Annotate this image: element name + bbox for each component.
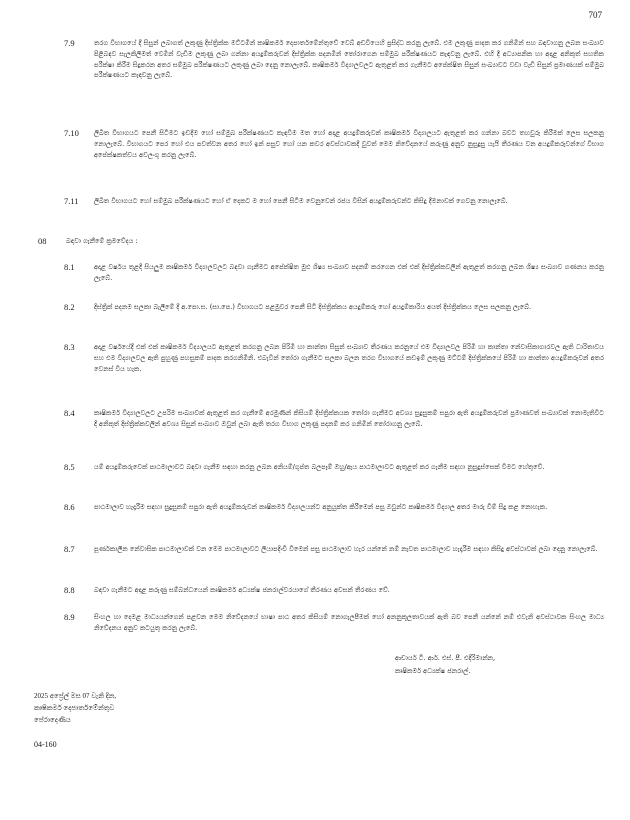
clause-8-1 [64, 262, 604, 284]
page-number: 707 [588, 10, 602, 20]
clause-text: තරග විභාගයේ දී සිසුන් ලබාගත් ලකුණු දිස්ත්‍රික්ක මට්ටමින් කෘෂිකර්ම දෙපාර්තමේන්තුවේ වෙබ් අඩවියෙහි ප්‍රසිද්ධ කරනු ලැබේ. එම ලකුණු පාදක කර ගනිමින් සහ බඳවාගනු ලබන සංඛ්‍යාව පිළිබඳව සැලකිලිමත් වෙමින් වැඩිම ලකුණු ලබා ගන්නා අයදුම්කරුවන් දිස්ත්‍රික්ක පදනමින් තෝරාගෙන සම්මුඛ පරීක්ෂණයට කැඳවනු ලැබේ. එහි දී අධ්‍යාපනික හා අදාළ අනිකුත් සහතික පරීක්ෂා කිරීම සිදුකරන අතර සම්මුඛ පරීක්ෂණයට ලකුණු ලබා දෙනු නොලැබේ. කෘෂිකර්ම විද්‍යාලවලට ඇතුළත් කර ගැනීමට අපේක්ෂිත සිසුන් සංඛ්‍යාවට වඩා වැඩි සිසුන් ප්‍රමාණයක් සම්මුඛ පරීක්ෂණයට කැඳවනු ලැබේ. [94, 39, 604, 80]
section-number: 08 [38, 236, 47, 246]
clause-8-8 [64, 585, 604, 596]
clause-number: 7.11 [64, 196, 79, 206]
clause-8-4 [64, 408, 604, 430]
clause-8-5 [64, 462, 604, 473]
clause-number: 7.10 [64, 128, 79, 138]
clause-7-10 [64, 128, 604, 160]
clause-text: සිංහල හා දෙමළ මාධ්‍යයන්ගෙන් පළවන මෙම නිවේදනයේ භාෂා පාඨ අතර කිසියම් නොගැලපීමක් හෝ අනනුකූලතාවයක් ඇති බව පෙනී යන්නේ නම් එවැනි අවස්ථාවක සිංහල මාධ්‍ය නිවේදනය අනුව කටයුතු කරනු ලැබේ. [94, 613, 604, 632]
clause-number: 8.3 [64, 342, 75, 352]
clause-text: දිස්ත්‍රික් පදනම සලකා බැලීමේ දී අ.පො.ස. (සා.පෙ.) විභාගයට පළමුවර පෙනී සිටි දිස්ත්‍රික්කය අයදුම්කරු හෝ අයදුම්කාරිය අයත් දිස්ත්‍රික්කය ලෙස සලකනු ලැබේ. [94, 303, 532, 311]
signature-block [395, 652, 495, 678]
footer-date: 2025 අප්‍රේල් මස 07 වැනි දින, [34, 692, 117, 700]
clause-number: 8.8 [64, 585, 75, 595]
clause-7-11 [64, 196, 604, 207]
clause-number: 8.7 [64, 544, 75, 554]
section-08-heading [38, 236, 598, 247]
clause-text: යම් අයදුම්කරුවෙක් පාඨමාලාවට බඳවා ගැනීම සඳහා කරනු ලබන අනියම්/ගුප්ත බලපෑම් ඔහු/ඇය පාඨමාලාවට ඇතුළත් කර ගැනීම සඳහා නුසුදුස්සෙක් වීමට හේතුවේ. [94, 463, 545, 471]
footer-place: පේරාදෙණිය [34, 716, 71, 724]
footer-block [34, 690, 116, 726]
clause-text: කෘෂිකර්ම විද්‍යාලවලට උපරිම සංඛ්‍යාවක් ඇතුළත් කර ගැනීමේ අරමුණින් කිසියම් දිස්ත්‍රික්කයක තෝරා ගැනීමට අවශ්‍ය සුදුසුකම් සපුරා ඇති අයදුම්කරුවන් ප්‍රමාණවත් සංඛ්‍යාවක් නොමැතිවිට දී අනිකුත් දිස්ත්‍රික්කවලින් අවශ්‍ය සිසුන් සංඛ්‍යාව ඔවුන් ලබා ඇති තරග විභාග ලකුණු පදනම් කර ගනිමින් තෝරාගනු ලැබේ. [94, 409, 604, 428]
clause-8-7 [64, 544, 604, 555]
clause-text: බඳවා ගැනීමට අදාළ කරුණු සම්බන්ධයෙන් කෘෂිකර්ම අධ්‍යක්ෂ ජනරාල්වරයාගේ තීරණය අවසන් තීරණය වේ. [94, 586, 390, 594]
signatory-title: කෘෂිකර්ම අධ්‍යක්ෂ ජනරාල්. [395, 667, 471, 675]
clause-number: 8.6 [64, 502, 75, 512]
signatory-name: ආචාර්ය ටී. ආර්. එස්. පී. එදිරිමාන්න, [395, 654, 496, 662]
clause-8-2 [64, 302, 604, 313]
clause-number: 8.5 [64, 462, 75, 472]
footer-office: කෘෂිකර්ම දෙපාර්තමේන්තුව [34, 704, 115, 712]
clause-number: 8.1 [64, 262, 75, 272]
clause-8-6 [64, 502, 604, 513]
clause-text: පූර්ණකාලීන නේවාසික පාඨමාලාවක් වන මෙම පාඨමාලාවට ලියාපදිංචි වීමෙන් පසු පාඨමාලාව හැර යන්නේ නම් නැවත පාඨමාලාව හැදෑරීම සඳහා කිසිදු අවස්ථාවක් ලබා දෙනු නොලැබේ. [94, 545, 598, 553]
clause-text: අදාළ වර්ෂය තුළදී සියලුම කෘෂිකර්ම විද්‍යාලවලට බඳවා ගැනීමට අපේක්ෂිත මුළු ශිෂ්‍ය සංඛ්‍යාව පදනම් කරගෙන එක් එක් දිස්ත්‍රික්කවලින් ඇතුළත් කරගනු ලබන ශිෂ්‍ය සංඛ්‍යාව ගණනය කරනු ලැබේ. [94, 263, 604, 282]
clause-number: 8.9 [64, 612, 75, 622]
clause-text: ලිඛිත විභාගයට පෙනී සිටීමට ඉඩදීම හෝ සම්මුඛ පරීක්ෂණයට කැඳවීම මත හෝ අදාළ අයදුම්කරුවන් කෘෂිකර්ම විද්‍යාලයට ඇතුළත් කර ගන්නා බවට තහවුරු කිරීමක් ලෙස සලකනු නොලැබේ. විභාගයට පෙර හෝ එය පවත්වන අතර හෝ ඉන් පසුව හෝ යන කවර අවස්ථාවකදී වුවත් මෙම නිවේදනයේ කරුණු අනුව නුසුදුසු යැයි තීරණය වන අයදුම්කරුවන්ගේ විභාග අපේක්ෂකත්වය අවලංගු කරනු ලැබේ. [94, 129, 604, 159]
clause-text: පාඨමාලාව හැදෑරීම සඳහා සුදුසුකම් සපුරා ඇති අයදුම්කරුවන් කෘෂිකර්ම විද්‍යාලයන්ට අනුයුක්ත කිරීමෙන් පසු ඔවුන්ට කෘෂිකර්ම විද්‍යාල අතර මාරු වීම් සිදු කළ නොහැක. [94, 503, 548, 511]
clause-number: 8.4 [64, 408, 75, 418]
clause-number: 8.2 [64, 302, 75, 312]
clause-8-3 [64, 342, 604, 374]
clause-number: 7.9 [64, 38, 75, 48]
clause-8-9 [64, 612, 604, 634]
notice-code: 04-160 [34, 740, 57, 749]
section-title: බඳවා ගැනීමේ ක්‍රමවේදය : [66, 237, 138, 245]
clause-7-9 [64, 38, 604, 81]
clause-text: ලිඛිත විභාගයට හෝ සම්මුඛ පරීක්ෂණයට හෝ ඒ දෙකට ම හෝ පෙනී සිටීම වෙනුවෙන් රජය විසින් අයදුම්කරුවන්ට කිසිදු දීමනාවක් ගෙවනු නොලැබේ. [94, 197, 508, 205]
clause-text: අදාළ වර්ෂයේදී එක් එක් කෘෂිකර්ම විද්‍යාලයට ඇතුළත් කරගනු ලබන පිරිමි හා කාන්තා සිසුන් සංඛ්‍යාව තීරණය කරනුයේ එම විද්‍යාලවල පිරිමි හා කාන්තා නේවාසිකාගාරවල ඇති ධාරිතාවය සහ එම විද්‍යාලවල ඇති පුහුණු පහසුකම් පාදක කරගනිමිනි. එබැවින් තෝරා ගැනීමට සලකා බලන තරග විභාගයේ කඩඉම් ලකුණු මට්ටම් දිස්ත්‍රික්කයේ පිරිමි හා කාන්තා අයදුම්කරුවන් අතර වෙනස් විය හැක. [94, 343, 604, 373]
